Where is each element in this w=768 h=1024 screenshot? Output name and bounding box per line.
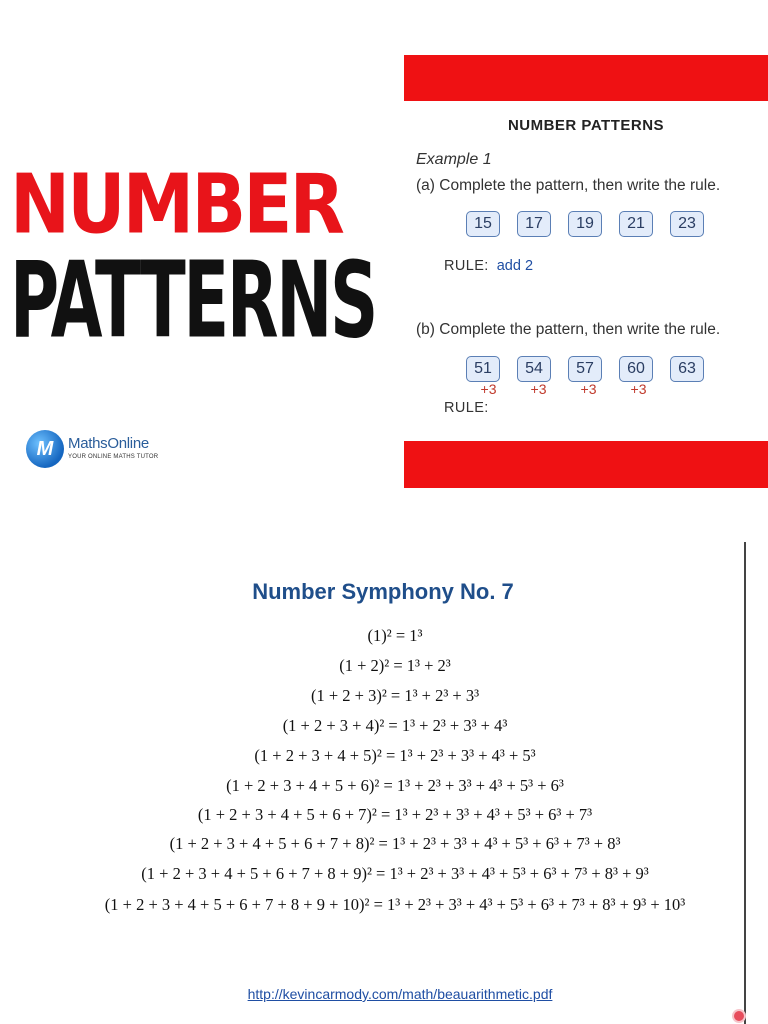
example-label: Example 1 <box>416 151 492 168</box>
symphony-title: Number Symphony No. 7 <box>252 579 514 604</box>
source-link[interactable]: http://kevincarmody.com/math/beauarithmetic.pdf <box>247 986 553 1002</box>
equation-4: (1 + 2 + 3 + 4)² = 1³ + 2³ + 3³ + 4³ <box>282 716 508 735</box>
equation-6: (1 + 2 + 3 + 4 + 5 + 6)² = 1³ + 2³ + 3³ + 4³ + 5³ + 6³ <box>226 776 564 795</box>
number-patterns-slide <box>0 0 768 500</box>
difference-row <box>470 381 657 397</box>
rule-b <box>444 400 489 416</box>
number-box: 57 <box>568 356 602 382</box>
rule-b-label: RULE: <box>444 400 489 416</box>
red-bar-bottom <box>404 441 768 488</box>
number-box: 63 <box>670 356 704 382</box>
title-number: NUMBER <box>10 158 343 253</box>
mathsonline-logo <box>26 430 176 470</box>
logo-m-icon: M <box>36 438 54 460</box>
difference-label: +3 <box>580 381 597 397</box>
logo-name: MathsOnline <box>68 435 149 452</box>
worksheet-title: NUMBER PATTERNS <box>507 117 665 134</box>
number-box: 15 <box>466 211 500 237</box>
difference-label: +3 <box>630 381 647 397</box>
equation-9: (1 + 2 + 3 + 4 + 5 + 6 + 7 + 8 + 9)² = 1³ + 2³ + 3³ + 4³ + 5³ + 6³ + 7³ + 8³ + 9³ <box>141 864 649 883</box>
number-box: 19 <box>568 211 602 237</box>
pattern-a-boxes <box>466 211 704 237</box>
number-box: 60 <box>619 356 653 382</box>
number-box: 54 <box>517 356 551 382</box>
rule-a-value: add 2 <box>496 258 534 274</box>
red-bar-top <box>404 55 768 101</box>
number-box: 23 <box>670 211 704 237</box>
equation-7: (1 + 2 + 3 + 4 + 5 + 6 + 7)² = 1³ + 2³ + 3³ + 4³ + 5³ + 6³ + 7³ <box>197 805 593 824</box>
logo-tagline: YOUR ONLINE MATHS TUTOR <box>68 454 159 460</box>
equation-5: (1 + 2 + 3 + 4 + 5)² = 1³ + 2³ + 3³ + 4³ + 5³ <box>254 746 536 765</box>
record-dot-icon <box>734 1011 744 1021</box>
number-box: 21 <box>619 211 653 237</box>
rule-a-label: RULE: <box>444 258 489 274</box>
number-box: 51 <box>466 356 500 382</box>
equation-8: (1 + 2 + 3 + 4 + 5 + 6 + 7 + 8)² = 1³ + 2³ + 3³ + 4³ + 5³ + 6³ + 7³ + 8³ <box>169 834 621 853</box>
difference-label: +3 <box>480 381 497 397</box>
difference-label: +3 <box>530 381 547 397</box>
question-a: (a) Complete the pattern, then write the rule. <box>416 177 721 194</box>
equation-3: (1 + 2 + 3)² = 1³ + 2³ + 3³ <box>310 686 480 705</box>
rule-a <box>444 258 533 274</box>
question-b: (b) Complete the pattern, then write the rule. <box>416 321 721 338</box>
equation-10: (1 + 2 + 3 + 4 + 5 + 6 + 7 + 8 + 9 + 10)² = 1³ + 2³ + 3³ + 4³ + 5³ + 6³ + 7³ + 8³ + 9³ + 10³ <box>104 895 686 914</box>
equation-2: (1 + 2)² = 1³ + 2³ <box>339 656 451 675</box>
pattern-b-boxes <box>466 356 704 382</box>
number-box: 17 <box>517 211 551 237</box>
equation-1: (1)² = 1³ <box>367 626 423 645</box>
title-patterns: PATTERNS <box>10 240 376 362</box>
